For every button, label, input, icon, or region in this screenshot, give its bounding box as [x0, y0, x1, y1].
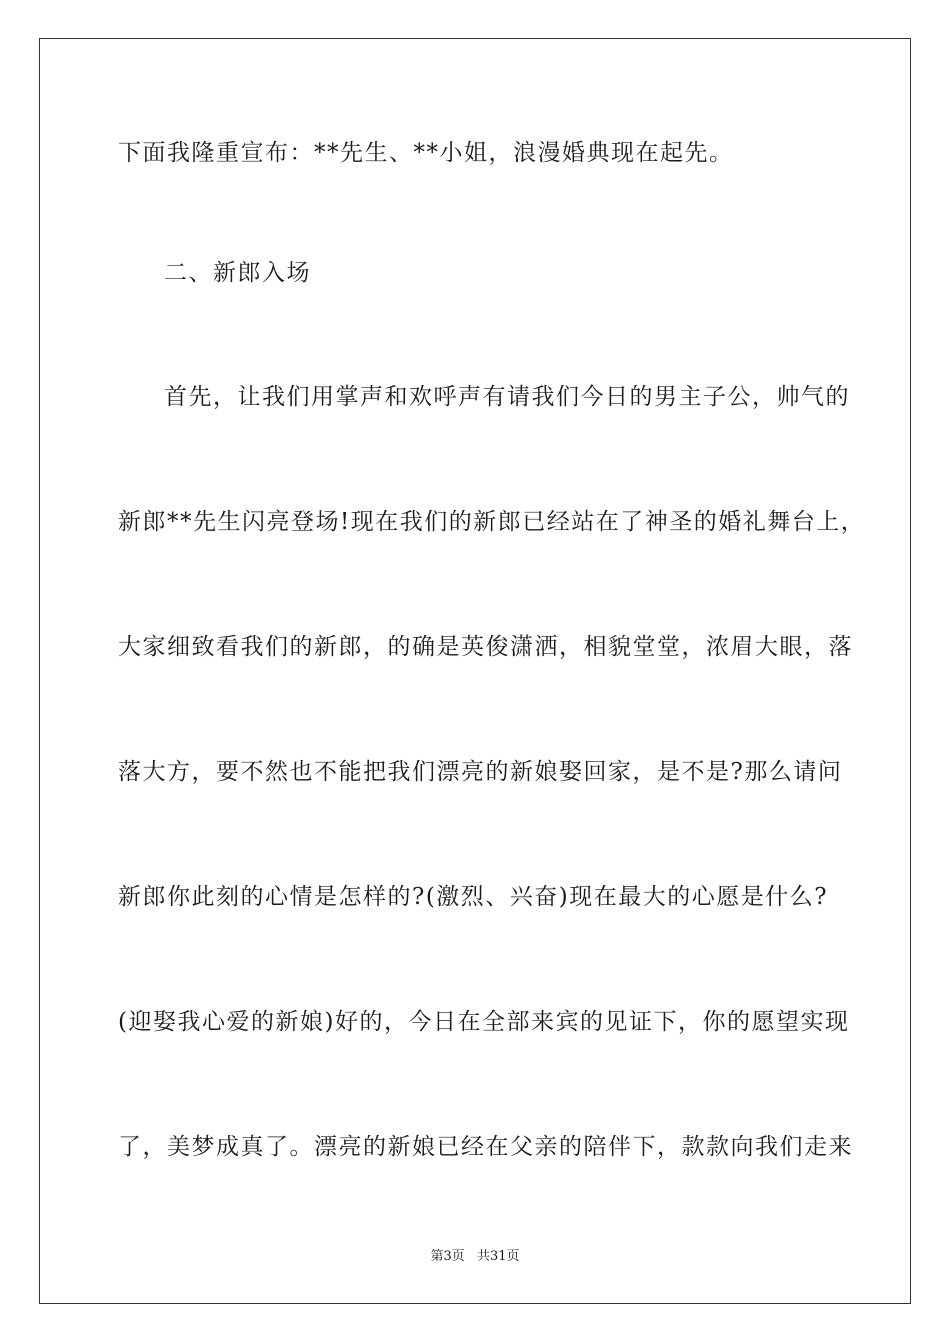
page-number: 第3页	[430, 1249, 465, 1264]
body-line-3: 新郎**先生闪亮登场!现在我们的新郎已经站在了神圣的婚礼舞台上，	[118, 509, 866, 535]
page-border	[39, 38, 911, 1304]
body-line-2: 首先，让我们用掌声和欢呼声有请我们今日的男主子公，帅气的	[164, 384, 850, 410]
section-heading: 二、新郎入场	[164, 260, 311, 286]
total-pages: 共31页	[476, 1249, 520, 1264]
body-line-4: 大家细致看我们的新郎，的确是英俊潇洒，相貌堂堂，浓眉大眼，落	[118, 634, 853, 660]
body-line-5: 落大方，要不然也不能把我们漂亮的新娘娶回家，是不是?那么请问	[118, 759, 843, 785]
body-line-6: 新郎你此刻的心情是怎样的?(激烈、兴奋)现在最大的心愿是什么?	[118, 884, 829, 910]
body-line-8: 了，美梦成真了。漂亮的新娘已经在父亲的陪伴下，款款向我们走来	[118, 1134, 853, 1160]
body-line-1: 下面我隆重宣布：**先生、**小姐，浪漫婚典现在起先。	[118, 140, 734, 166]
page-footer	[0, 1248, 950, 1266]
body-line-7: (迎娶我心爱的新娘)好的，今日在全部来宾的见证下，你的愿望实现	[118, 1009, 850, 1035]
